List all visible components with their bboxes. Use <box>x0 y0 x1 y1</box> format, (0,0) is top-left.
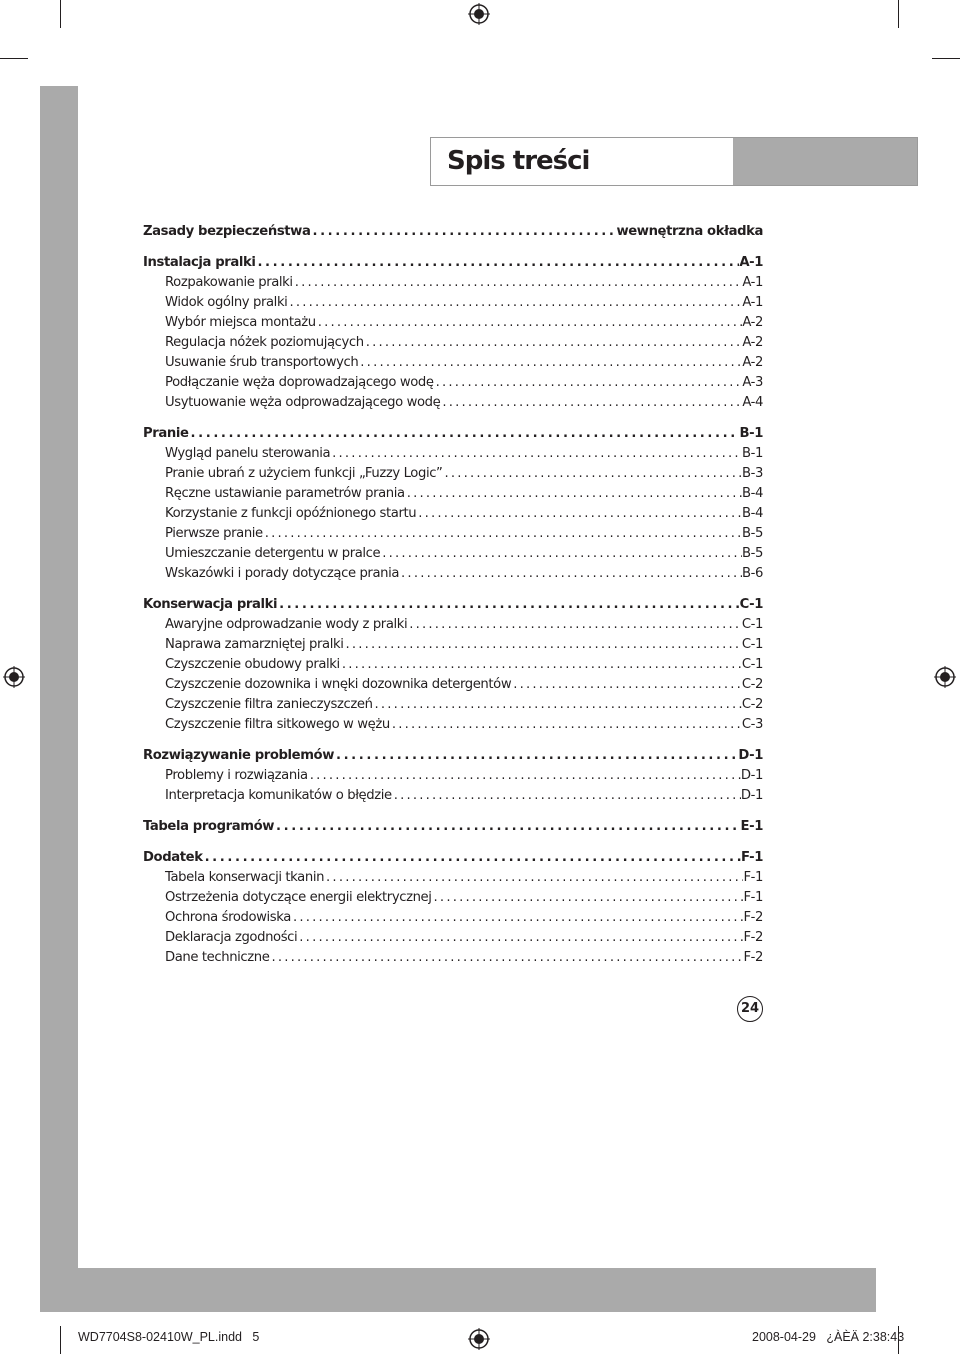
toc-leader-dots <box>416 504 742 524</box>
toc-entry-page: C-1 <box>739 597 763 612</box>
toc-section[interactable] <box>143 817 763 837</box>
toc-entry-page: F-2 <box>743 910 763 925</box>
toc-entry-label: Interpretacja komunikatów o błędzie <box>165 788 392 803</box>
toc-entry[interactable] <box>143 484 763 504</box>
toc-entry-label: Umieszczanie detergentu w pralce <box>165 546 381 561</box>
toc-entry-page: D-1 <box>738 748 763 763</box>
toc-entry-page: B-1 <box>739 426 763 441</box>
toc-leader-dots <box>392 786 741 806</box>
toc-entry[interactable] <box>143 444 763 464</box>
toc-leader-dots <box>269 948 743 968</box>
toc-leader-dots <box>380 544 742 564</box>
toc-leader-dots <box>297 928 743 948</box>
toc-leader-dots <box>340 655 742 675</box>
toc-section[interactable] <box>143 595 763 615</box>
toc-entry-label: Tabela programów <box>143 819 275 834</box>
toc-entry[interactable] <box>143 655 763 675</box>
toc-entry-page: F-1 <box>743 890 763 905</box>
toc-leader-dots <box>443 464 743 484</box>
toc-entry-page: A-2 <box>742 355 763 370</box>
toc-entry-page: A-1 <box>742 275 763 290</box>
toc-entry-label: Awaryjne odprowadzanie wody z pralki <box>165 617 408 632</box>
title-box-accent <box>733 138 917 185</box>
toc-leader-dots <box>343 635 741 655</box>
toc-entry-page: A-2 <box>742 335 763 350</box>
page-number: 24 <box>737 996 763 1022</box>
toc-leader-dots <box>407 615 742 635</box>
toc-entry[interactable] <box>143 868 763 888</box>
crop-mark <box>0 58 28 59</box>
toc-leader-dots <box>405 484 742 504</box>
toc-entry-label: Widok ogólny pralki <box>165 295 288 310</box>
toc-entry-label: Wskazówki i porady dotyczące prania <box>165 566 400 581</box>
toc-entry-label: Pierwsze pranie <box>165 526 263 541</box>
toc-leader-dots <box>287 293 742 313</box>
toc-entry[interactable] <box>143 333 763 353</box>
toc-entry-page: A-4 <box>742 395 763 410</box>
toc-entry[interactable] <box>143 948 763 968</box>
toc-leader-dots <box>308 766 741 786</box>
toc-leader-dots <box>277 595 739 615</box>
toc-entry-page: wewnętrzna okładka <box>616 224 763 239</box>
toc-entry-label: Tabela konserwacji tkanin <box>165 870 325 885</box>
toc-entry-page: B-1 <box>742 446 763 461</box>
toc-entry-label: Czyszczenie dozownika i wnęki dozownika detergentów <box>165 677 512 692</box>
toc-entry-label: Czyszczenie obudowy pralki <box>165 657 340 672</box>
toc-entry[interactable] <box>143 524 763 544</box>
toc-leader-dots <box>358 353 742 373</box>
toc-entry-page: F-1 <box>743 870 763 885</box>
toc-entry-label: Wygląd panelu sterowania <box>165 446 331 461</box>
toc-leader-dots <box>390 715 742 735</box>
toc-entry[interactable] <box>143 715 763 735</box>
toc-leader-dots <box>432 888 744 908</box>
toc-section[interactable] <box>143 746 763 766</box>
toc-entry[interactable] <box>143 293 763 313</box>
toc-entry-label: Usuwanie śrub transportowych <box>165 355 359 370</box>
toc-entry[interactable] <box>143 908 763 928</box>
toc-entry-page: A-3 <box>742 375 763 390</box>
toc-entry-page: F-2 <box>743 930 763 945</box>
toc-entry[interactable] <box>143 393 763 413</box>
toc-entry-label: Podłączanie węża doprowadzającego wodę <box>165 375 434 390</box>
toc-leader-dots <box>440 393 742 413</box>
toc-section[interactable] <box>143 424 763 444</box>
toc-leader-dots <box>316 313 743 333</box>
toc-entry[interactable] <box>143 464 763 484</box>
toc-entry-label: Rozpakowanie pralki <box>165 275 293 290</box>
toc-leader-dots <box>293 273 743 293</box>
toc-leader-dots <box>364 333 743 353</box>
toc-entry-page: B-4 <box>742 486 763 501</box>
toc-entry[interactable] <box>143 928 763 948</box>
toc-entry[interactable] <box>143 635 763 655</box>
toc-entry-page: E-1 <box>740 819 763 834</box>
toc-entry-page: C-1 <box>741 637 763 652</box>
toc-section[interactable] <box>143 848 763 868</box>
toc-entry[interactable] <box>143 675 763 695</box>
toc-entry-page: C-3 <box>741 717 763 732</box>
toc-entry-label: Instalacja pralki <box>143 255 256 270</box>
toc-entry[interactable] <box>143 888 763 908</box>
toc-entry-page: F-1 <box>740 850 763 865</box>
toc-entry-page: A-1 <box>739 255 763 270</box>
toc-entry-page: C-1 <box>741 617 763 632</box>
crop-mark <box>60 1326 61 1354</box>
table-of-contents <box>143 222 763 968</box>
toc-entry-page: B-5 <box>742 546 763 561</box>
toc-section[interactable] <box>143 253 763 273</box>
crop-mark <box>898 0 899 28</box>
toc-leader-dots <box>255 253 739 273</box>
toc-entry-label: Dane techniczne <box>165 950 270 965</box>
toc-entry[interactable] <box>143 504 763 524</box>
registration-mark-icon <box>934 666 956 688</box>
toc-entry-page: B-6 <box>742 566 763 581</box>
toc-section[interactable] <box>143 222 763 242</box>
toc-leader-dots <box>291 908 744 928</box>
footer-file-name: WD7704S8-02410W_PL.indd 5 <box>78 1330 260 1344</box>
toc-entry-label: Pranie ubrań z użyciem funkcji „Fuzzy Logic” <box>165 466 443 481</box>
toc-entry[interactable] <box>143 695 763 715</box>
toc-entry-page: B-3 <box>742 466 763 481</box>
toc-leader-dots <box>399 564 742 584</box>
toc-leader-dots <box>330 444 742 464</box>
toc-leader-dots <box>274 817 741 837</box>
toc-leader-dots <box>324 868 743 888</box>
toc-entry[interactable] <box>143 273 763 293</box>
toc-entry[interactable] <box>143 786 763 806</box>
toc-entry-label: Czyszczenie filtra sitkowego w wężu <box>165 717 390 732</box>
toc-entry[interactable] <box>143 615 763 635</box>
toc-entry-label: Zasady bezpieczeństwa <box>143 224 311 239</box>
toc-entry-label: Problemy i rozwiązania <box>165 768 308 783</box>
toc-leader-dots <box>310 222 616 242</box>
toc-entry-label: Pranie <box>143 426 189 441</box>
toc-entry[interactable] <box>143 373 763 393</box>
toc-entry-page: A-1 <box>742 295 763 310</box>
toc-entry[interactable] <box>143 564 763 584</box>
toc-entry-page: F-2 <box>743 950 763 965</box>
toc-entry-label: Konserwacja pralki <box>143 597 278 612</box>
page-title: Spis treści <box>447 146 590 176</box>
toc-entry-label: Czyszczenie filtra zanieczyszczeń <box>165 697 373 712</box>
title-box <box>430 137 918 186</box>
toc-entry-label: Deklaracja zgodności <box>165 930 298 945</box>
toc-leader-dots <box>263 524 742 544</box>
toc-entry[interactable] <box>143 313 763 333</box>
toc-entry-label: Regulacja nóżek poziomujących <box>165 335 364 350</box>
registration-mark-icon <box>3 666 25 688</box>
toc-entry-label: Ręczne ustawianie parametrów prania <box>165 486 405 501</box>
toc-entry-label: Ostrzeżenia dotyczące energii elektrycznej <box>165 890 432 905</box>
crop-mark <box>60 0 61 28</box>
toc-leader-dots <box>203 848 741 868</box>
footer-date: 2008-04-29 ¿ÀÈÄ 2:38:43 <box>752 1330 905 1344</box>
toc-entry-page: C-2 <box>741 697 763 712</box>
toc-entry[interactable] <box>143 766 763 786</box>
toc-entry-label: Ochrona środowiska <box>165 910 291 925</box>
toc-entry-label: Usytuowanie węża odprowadzającego wodę <box>165 395 441 410</box>
toc-entry-label: Naprawa zamarzniętej pralki <box>165 637 344 652</box>
toc-entry-page: A-2 <box>742 315 763 330</box>
toc-entry-label: Korzystanie z funkcji opóźnionego startu <box>165 506 417 521</box>
toc-entry-page: B-5 <box>742 526 763 541</box>
toc-entry-page: B-4 <box>742 506 763 521</box>
toc-entry-page: C-2 <box>741 677 763 692</box>
toc-entry-page: D-1 <box>740 788 763 803</box>
toc-entry-label: Dodatek <box>143 850 203 865</box>
toc-entry-label: Wybór miejsca montażu <box>165 315 316 330</box>
toc-leader-dots <box>334 746 738 766</box>
toc-leader-dots <box>511 675 742 695</box>
toc-leader-dots <box>189 424 740 444</box>
toc-entry[interactable] <box>143 544 763 564</box>
registration-mark-icon <box>468 3 490 25</box>
toc-entry[interactable] <box>143 353 763 373</box>
toc-leader-dots <box>373 695 742 715</box>
toc-entry-page: D-1 <box>740 768 763 783</box>
toc-leader-dots <box>434 373 743 393</box>
toc-entry-page: C-1 <box>741 657 763 672</box>
toc-entry-label: Rozwiązywanie problemów <box>143 748 334 763</box>
registration-mark-icon <box>468 1328 490 1350</box>
crop-mark <box>932 58 960 59</box>
